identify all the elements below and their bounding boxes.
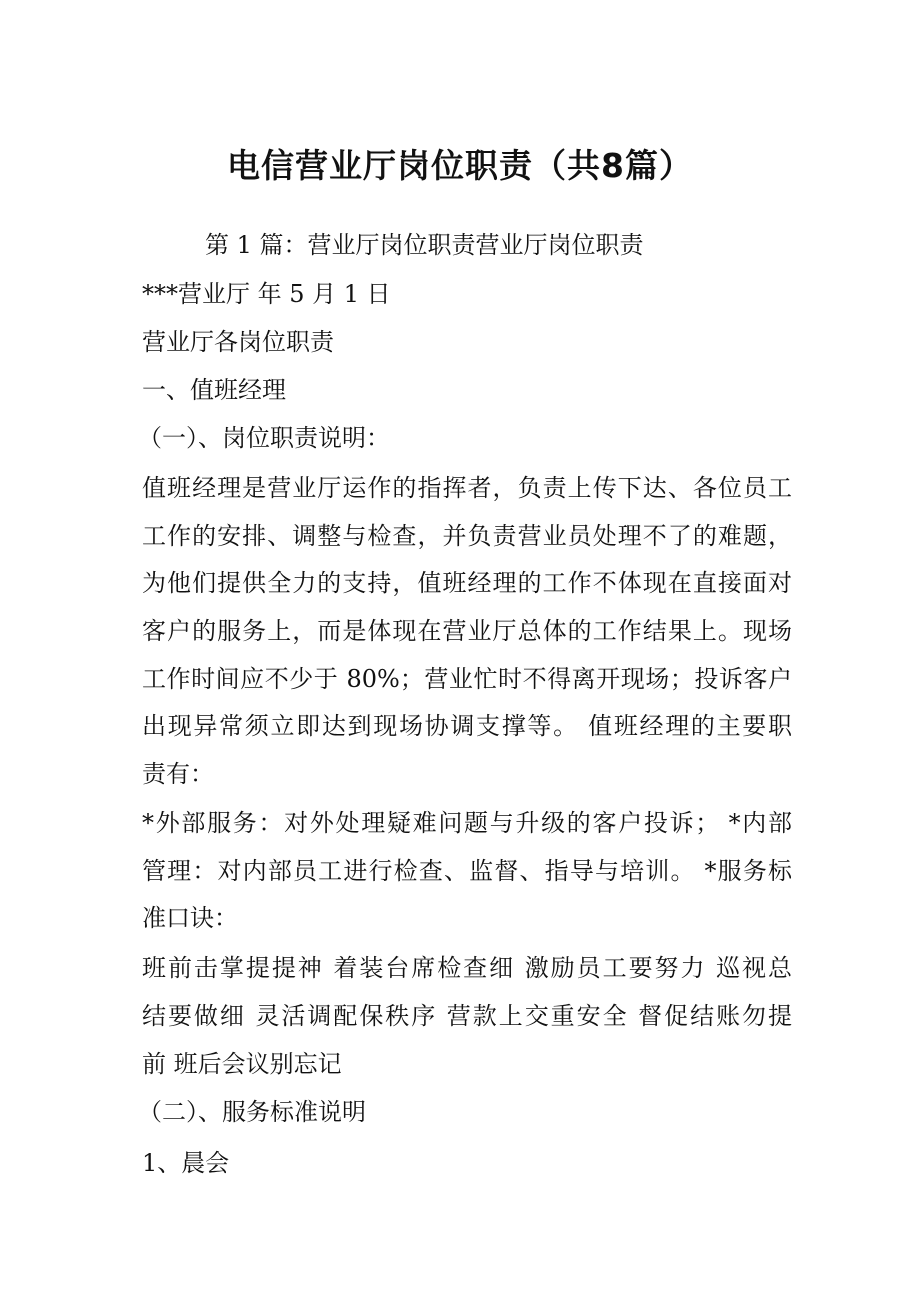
subsection-heading: （一）、岗位职责说明： [138, 424, 390, 452]
section-heading: 营业厅各岗位职责 [142, 328, 334, 356]
paragraph-line: 前 班后会议别忘记 [142, 1050, 342, 1078]
paragraph-line: 责有： [142, 760, 214, 788]
item-heading: 1、晨会 [142, 1149, 230, 1177]
paragraph-line: 为他们提供全力的支持，值班经理的工作不体现在直接面对 [142, 569, 792, 597]
subsection-heading: （二）、服务标准说明 [138, 1098, 366, 1126]
paragraph-line: 工作的安排、调整与检查，并负责营业员处理不了的难题， [142, 522, 792, 550]
subsection-heading: 一、值班经理 [142, 376, 286, 404]
paragraph-line: 准口诀： [142, 904, 238, 932]
paragraph-line: 客户的服务上，而是体现在营业厅总体的工作结果上。现场 [142, 617, 792, 645]
chapter-heading: 第 1 篇：营业厅岗位职责营业厅岗位职责 [205, 231, 644, 259]
paragraph-line: 工作时间应不少于 80%；营业忙时不得离开现场；投诉客户 [142, 665, 792, 693]
paragraph-line: *外部服务：对外处理疑难问题与升级的客户投诉； *内部 [142, 809, 792, 837]
paragraph-line: 结要做细 灵活调配保秩序 营款上交重安全 督促结账勿提 [142, 1002, 792, 1030]
paragraph-line: 管理：对内部员工进行检查、监督、指导与培训。 *服务标 [142, 857, 792, 885]
document-title: 电信营业厅岗位职责（共8篇） [227, 146, 693, 185]
paragraph-line: 值班经理是营业厅运作的指挥者，负责上传下达、各位员工 [142, 474, 792, 502]
paragraph-line: 出现异常须立即达到现场协调支撑等。 值班经理的主要职 [142, 712, 792, 740]
text-line-date: ***营业厅 年 5 月 1 日 [142, 280, 391, 308]
paragraph-line: 班前击掌提提神 着装台席检查细 激励员工要努力 巡视总 [142, 954, 792, 982]
